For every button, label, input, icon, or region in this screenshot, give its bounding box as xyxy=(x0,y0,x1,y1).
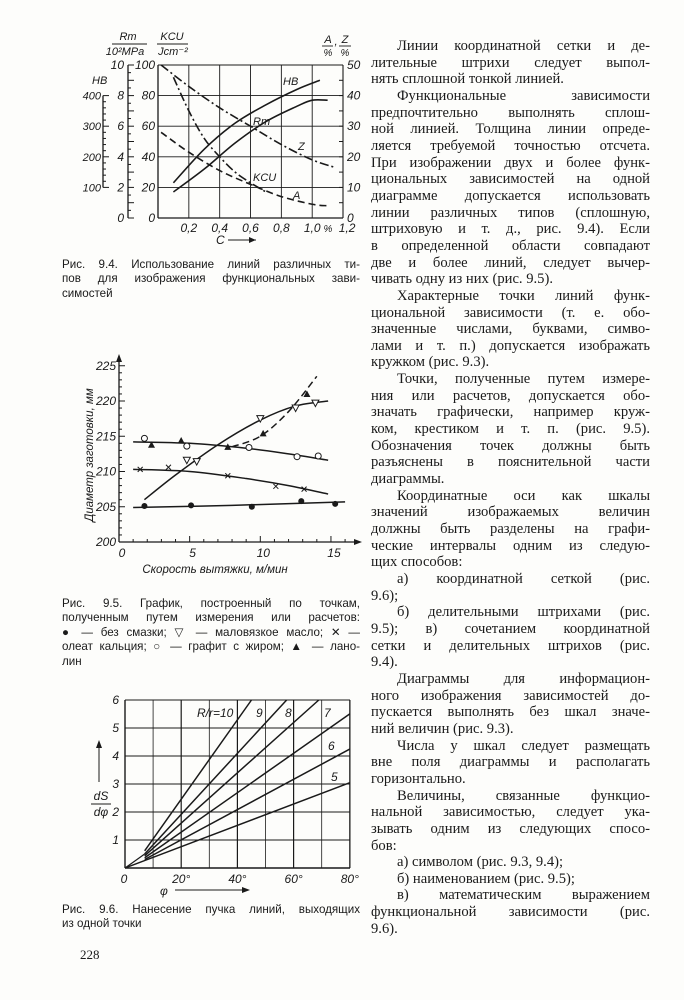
page-number: 228 xyxy=(80,947,100,962)
series-label: KCU xyxy=(253,172,277,184)
kcu-tick-label: 0 xyxy=(148,211,155,225)
x-tick-label: 1,2 xyxy=(338,221,356,235)
text-line: диаграмме допускается использовать xyxy=(371,187,650,204)
paragraph xyxy=(371,604,650,671)
x-unit-label: % xyxy=(323,224,333,235)
x-tick-label: 40° xyxy=(228,872,247,886)
series-label: Rm xyxy=(253,116,271,128)
az-tick-label: 10 xyxy=(347,180,361,195)
caption-line: Рис. 9.5. График, построенный по точкам, xyxy=(62,597,360,610)
text-line: значений изображаемых величин xyxy=(371,504,650,521)
y-tick-label: 205 xyxy=(95,499,116,514)
text-line: 9.6); xyxy=(371,587,399,604)
text-line: а) символом (рис. 9.3, 9.4); xyxy=(397,854,564,871)
text-line: ляется требуемой точностью отсчета. xyxy=(371,137,650,154)
kcu-axis-unit: Jcm⁻² xyxy=(158,46,188,58)
x-tick-label: 0 xyxy=(118,546,126,560)
paragraph xyxy=(371,788,650,855)
text-line: значенные числами, буквами, симво- xyxy=(371,321,650,338)
z-axis-label: Z xyxy=(341,34,349,46)
az-tick-label: 50 xyxy=(347,58,361,72)
kcu-tick-label: 20 xyxy=(141,180,155,195)
x-tick-label: 20° xyxy=(172,872,191,886)
text-line: две и более линий, следует вычер- xyxy=(371,254,650,271)
text-line: чивать одну из них (рис. 9.5). xyxy=(371,271,553,288)
series-label: HB xyxy=(283,76,299,88)
text-line: 9.4). xyxy=(371,654,398,671)
text-line: линии различных типов (сплошную, xyxy=(371,204,650,221)
y-axis-label-denominator: dφ xyxy=(93,805,109,819)
figure-9-6-caption xyxy=(62,903,360,932)
text-line: б) делительными штрихами (рис. xyxy=(397,604,650,621)
line-label: 9 xyxy=(256,706,263,720)
caption-line: пов для изображения функциональных зави- xyxy=(62,272,360,286)
x-tick-label: 0,6 xyxy=(242,221,259,235)
line-label: 7 xyxy=(324,706,331,720)
x-tick-label: 15 xyxy=(327,546,341,560)
text-line: ного изображения зависимостей до- xyxy=(371,687,650,704)
text-line: ной линией. Толщина линии опреде- xyxy=(371,121,650,138)
text-line: нальной зависимостью, следует ука- xyxy=(371,804,650,821)
paragraph xyxy=(371,288,650,371)
rm-tick-label: 2 xyxy=(117,180,124,195)
caption-line: полученным путем измерения или расчетов: xyxy=(62,611,360,625)
y-tick-label: 3 xyxy=(112,777,119,791)
figure-9-4-caption xyxy=(62,258,360,301)
figure-9-5-caption xyxy=(62,597,360,669)
paragraph xyxy=(371,488,650,571)
y-tick-label: 5 xyxy=(112,721,119,735)
text-line: зывать одним из следующих спосо- xyxy=(371,820,650,837)
arrowhead-icon xyxy=(242,887,250,893)
rm-tick-label: 6 xyxy=(117,119,124,134)
text-line: При изображении двух и более функ- xyxy=(371,154,650,171)
text-line: б) наименованием (рис. 9.5); xyxy=(397,870,575,887)
paragraph xyxy=(371,854,650,871)
text-line: лами и т. п.) допускается изображать xyxy=(371,337,650,354)
a-axis-unit: % xyxy=(323,48,333,59)
y-tick-label: 6 xyxy=(112,693,119,707)
y-tick-label: 220 xyxy=(95,394,116,408)
text-line: кружком (рис. 9.3). xyxy=(371,354,490,371)
y-tick-label: 2 xyxy=(112,805,119,819)
text-line: значать графически, например круж- xyxy=(371,404,650,421)
rm-axis-unit: 10²MPa xyxy=(105,46,145,58)
kcu-tick-label: 60 xyxy=(141,119,155,134)
text-line: нять сплошной тонкой линией. xyxy=(371,71,564,88)
text-line: циональных зависимостей на одной xyxy=(371,171,650,188)
y-tick-label: 200 xyxy=(95,535,116,549)
x-tick-label: 10 xyxy=(256,546,270,560)
text-line: Линии координатной сетки и де- xyxy=(397,38,650,54)
text-line: Диаграммы для информацион- xyxy=(397,670,650,687)
hb-axis-label: HB xyxy=(92,75,108,87)
line-label: R/r=10 xyxy=(197,706,234,720)
series-label: Z xyxy=(298,141,305,153)
line-label: 8 xyxy=(285,706,292,720)
text-line: в определенной области совпадают xyxy=(371,237,650,254)
caption-line: ● — без смазки; ▽ — маловязкое масло; ✕ — xyxy=(62,625,360,639)
az-tick-label: 20 xyxy=(347,149,361,164)
rm-tick-label: 10 xyxy=(110,58,124,72)
series-label: A xyxy=(293,190,301,202)
paragraph xyxy=(371,738,650,788)
line-label: 5 xyxy=(331,770,338,784)
text-line: диаграммы. xyxy=(371,471,445,488)
hb-tick-label: 200 xyxy=(82,151,101,164)
text-line: горизонтально. xyxy=(371,770,466,787)
rm-tick-label: 4 xyxy=(117,149,124,164)
paragraph xyxy=(371,38,650,88)
y-axis-title: Диаметр заготовки, мм xyxy=(84,388,96,522)
text-line: в) математическим выражением xyxy=(397,887,650,904)
kcu-tick-label: 40 xyxy=(141,149,155,164)
x-tick-label: 0,4 xyxy=(211,221,229,235)
text-line: бов: xyxy=(371,837,397,854)
x-axis-title: Скорость вытяжки, м/мин xyxy=(142,564,288,576)
text-line: щих способов: xyxy=(371,554,463,571)
rm-tick-label: 8 xyxy=(117,88,124,103)
axis-separator: , xyxy=(334,36,338,48)
text-line: Обозначения точек должны быть xyxy=(371,437,650,454)
x-tick-label: 1,0 xyxy=(303,221,321,235)
text-line: Величины, связанные функцио- xyxy=(397,787,650,804)
caption-line: симостей xyxy=(62,286,113,300)
text-line: 9.5); в) сочетанием координатной xyxy=(371,620,650,637)
caption-line: олеат кальция; ○ — графит с жиром; ▲ — лано- xyxy=(62,640,360,654)
caption-line: лин xyxy=(62,654,82,668)
y-axis-label-numerator: dS xyxy=(93,789,109,803)
text-line: разъяснены в пояснительной части xyxy=(371,454,650,471)
text-line: предпочтительно выполнять сплош- xyxy=(371,104,650,121)
x-tick-label: 60° xyxy=(284,872,303,886)
text-line: вне поля диаграммы и располагать xyxy=(371,754,650,771)
x-tick-label: 0,8 xyxy=(273,221,290,235)
hb-tick-label: 400 xyxy=(82,90,101,103)
az-tick-label: 0 xyxy=(347,211,354,225)
line-rr-6 xyxy=(145,749,350,859)
y-tick-label: 225 xyxy=(95,358,116,373)
paragraph xyxy=(371,88,650,288)
text-line: ния или расчетов, допускается обо- xyxy=(371,387,650,404)
text-line: циональной зависимости (т. е. обо- xyxy=(371,304,650,321)
text-line: 9.6). xyxy=(371,920,398,937)
y-tick-label: 4 xyxy=(112,749,119,763)
text-line: Точки, полученные путем измере- xyxy=(397,371,650,388)
z-axis-unit: % xyxy=(340,48,350,59)
hb-tick-label: 300 xyxy=(82,121,101,134)
x-axis-label: φ xyxy=(160,884,168,898)
kcu-tick-label: 100 xyxy=(134,58,155,72)
arrowhead-icon xyxy=(96,740,102,748)
y-tick-label: 215 xyxy=(95,429,116,444)
line-rr-7 xyxy=(145,714,350,858)
text-line: штриховую и т. д., рис. 9.4). Если xyxy=(371,221,650,238)
text-line: Характерные точки линий функ- xyxy=(397,287,650,304)
body-text-column xyxy=(371,38,650,937)
x-tick-label: 0,2 xyxy=(180,221,198,235)
text-line: Функциональные зависимости xyxy=(397,87,650,104)
paragraph xyxy=(371,571,650,604)
y-tick-label: 210 xyxy=(95,464,116,479)
text-line: должны быть разделены на графи- xyxy=(371,521,650,538)
kcu-tick-label: 80 xyxy=(141,88,155,103)
text-line: сетки и делительных штрихов (рис. xyxy=(371,637,650,654)
caption-line: Рис. 9.6. Нанесение пучка линий, выходящих xyxy=(62,903,360,916)
text-line: ний величин (рис. 9.3). xyxy=(371,720,514,737)
az-tick-label: 30 xyxy=(347,119,361,134)
x-axis-label: C xyxy=(216,233,225,247)
text-line: пускается выполнять без шкал значе- xyxy=(371,704,650,721)
a-axis-label: A xyxy=(324,34,332,46)
line-label: 6 xyxy=(328,739,335,753)
hb-tick-label: 100 xyxy=(82,182,101,195)
caption-line: из одной точки xyxy=(62,917,142,931)
text-line: лительные штрихи следует выпол- xyxy=(371,54,650,71)
text-line: Координатные оси как шкалы xyxy=(397,487,650,504)
text-line: а) координатной сеткой (рис. xyxy=(397,571,650,587)
text-line: ком, крестиком и т. п. (рис. 9.5). xyxy=(371,421,650,438)
caption-line: Рис. 9.4. Использование линий различных ти- xyxy=(62,258,360,271)
x-tick-label: 80° xyxy=(340,872,359,886)
x-tick-label: 5 xyxy=(189,546,196,560)
paragraph xyxy=(371,371,650,488)
text-line: ческие интервалы одним из следую- xyxy=(371,537,650,554)
text-line: Числа у шкал следует размещать xyxy=(397,737,650,754)
paragraph xyxy=(371,871,650,888)
az-tick-label: 40 xyxy=(347,88,361,103)
paragraph xyxy=(371,887,650,937)
x-tick-label: 0 xyxy=(120,872,128,886)
text-line: функциональной зависимости (рис. xyxy=(371,904,650,921)
paragraph xyxy=(371,671,650,738)
rm-axis-label: Rm xyxy=(119,31,137,43)
kcu-axis-label: KCU xyxy=(160,31,184,43)
rm-tick-label: 0 xyxy=(117,211,124,225)
y-tick-label: 1 xyxy=(112,833,119,847)
line-rr-8 xyxy=(145,700,319,856)
